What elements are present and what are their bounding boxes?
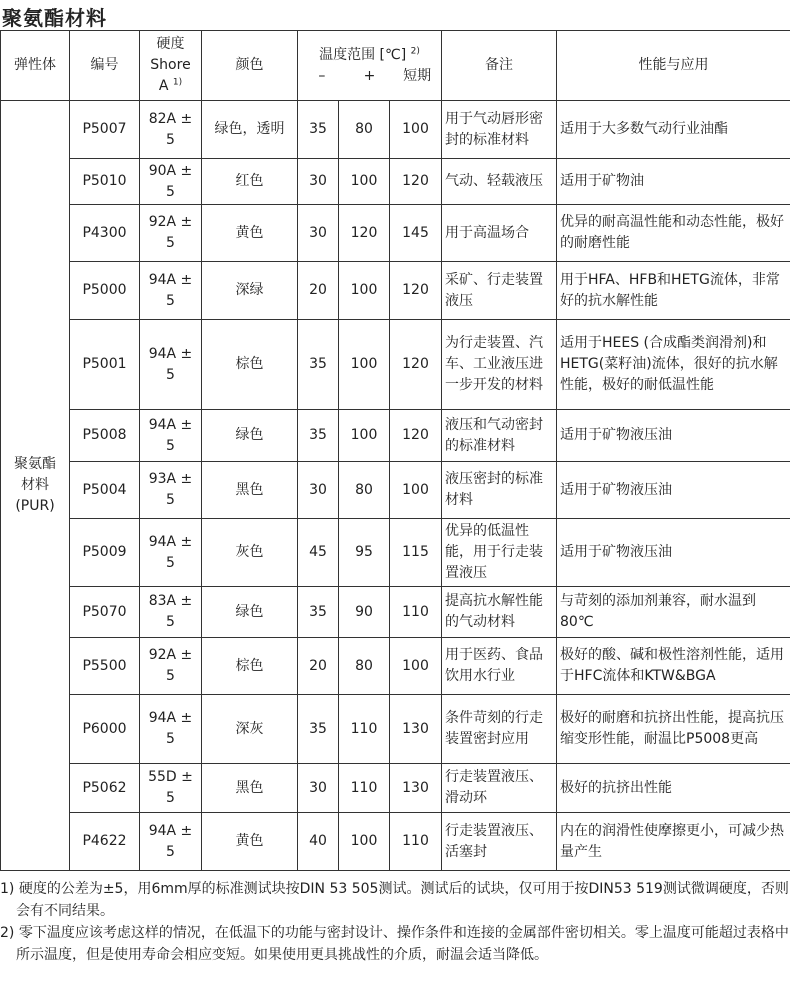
remark-cell: 液压密封的标准材料: [442, 462, 557, 519]
table-header-row: [1, 31, 790, 101]
elastomer-name-line1: 聚氨酯: [14, 456, 56, 472]
temp-short-cell: 120: [390, 262, 442, 320]
color-cell: 黑色: [202, 764, 298, 813]
temp-min-cell: 20: [298, 638, 339, 695]
temp-min-cell: 20: [298, 262, 339, 320]
header-elastomer: 弹性体: [1, 31, 70, 101]
temp-min-cell: 30: [298, 205, 339, 262]
hardness-value: 5: [166, 235, 175, 251]
table-row: [1, 262, 790, 320]
temp-min-cell: 45: [298, 519, 339, 587]
temp-min-cell: 35: [298, 695, 339, 764]
temp-short-cell: 110: [390, 813, 442, 871]
header-hardness-line3: A: [158, 78, 169, 94]
hardness-cell: [140, 587, 202, 638]
table-row: [1, 587, 790, 638]
hardness-value: 94A ±: [148, 416, 193, 433]
code-cell: P5500: [70, 638, 140, 695]
remark-cell: 气动、轻载液压: [442, 159, 557, 205]
temp-short-cell: 120: [390, 410, 442, 462]
remark-cell: 提高抗水解性能的气动材料: [442, 587, 557, 638]
header-temp-plus: +: [363, 67, 376, 84]
color-cell: 黄色: [202, 205, 298, 262]
hardness-cell: [140, 695, 202, 764]
remark-cell: 条件苛刻的行走装置密封应用: [442, 695, 557, 764]
performance-cell: 与苛刻的添加剂兼容，耐水温到80℃: [557, 587, 790, 638]
temp-min-cell: 35: [298, 320, 339, 410]
table-row: [1, 813, 790, 871]
temp-short-cell: 100: [390, 638, 442, 695]
code-cell: P4300: [70, 205, 140, 262]
header-hardness: [140, 31, 202, 101]
hardness-value: 5: [166, 614, 175, 630]
temp-short-cell: 110: [390, 587, 442, 638]
remark-cell: 用于医药、食品饮用水行业: [442, 638, 557, 695]
hardness-value: 92A ±: [148, 647, 193, 663]
header-performance: 性能与应用: [557, 31, 790, 101]
hardness-value: 5: [166, 668, 175, 684]
temp-max-cell: 80: [339, 462, 390, 519]
code-cell: P5008: [70, 410, 140, 462]
code-cell: P5001: [70, 320, 140, 410]
performance-cell: 适用于矿物液压油: [557, 519, 790, 587]
hardness-value: 94A ±: [148, 533, 193, 550]
hardness-cell: [140, 205, 202, 262]
header-temperature: [298, 31, 442, 101]
performance-cell: 极好的抗挤出性能: [557, 764, 790, 813]
header-color: 颜色: [202, 31, 298, 101]
hardness-value: 90A ±: [148, 162, 193, 179]
table-row: [1, 320, 790, 410]
temp-max-cell: 80: [339, 101, 390, 159]
performance-cell: 优异的耐高温性能和动态性能，极好的耐磨性能: [557, 205, 790, 262]
temp-max-cell: 100: [339, 159, 390, 205]
color-cell: 红色: [202, 159, 298, 205]
page-title: 聚氨酯材料: [2, 6, 107, 30]
table-row: [1, 638, 790, 695]
hardness-cell: [140, 638, 202, 695]
hardness-value: 5: [166, 554, 175, 571]
hardness-cell: [140, 320, 202, 410]
temp-max-cell: 100: [339, 320, 390, 410]
color-cell: 深灰: [202, 695, 298, 764]
table-row: [1, 519, 790, 587]
code-cell: P5010: [70, 159, 140, 205]
header-hardness-line1: 硬度: [156, 36, 185, 52]
hardness-value: 94A ±: [148, 271, 193, 288]
color-cell: 黄色: [202, 813, 298, 871]
table-row: [1, 764, 790, 813]
temp-max-cell: 100: [339, 262, 390, 320]
remark-cell: 行走装置液压、活塞封: [442, 813, 557, 871]
hardness-value: 5: [166, 790, 175, 806]
temp-short-cell: 120: [390, 320, 442, 410]
header-temp-footnote: 2): [410, 45, 420, 56]
remark-cell: 用于高温场合: [442, 205, 557, 262]
footnote-2: 2) 零下温度应该考虑这样的情况，在低温下的功能与密封设计、操作条件和连接的金属部件密切相关。零上温度可能超过表格中所示温度，但是使用寿命会相应变短。如果使用更具挑战性的介质，耐温会适当降低。: [0, 925, 789, 963]
temp-short-cell: 120: [390, 159, 442, 205]
header-hardness-line2: Shore: [150, 57, 191, 73]
temp-min-cell: 35: [298, 587, 339, 638]
temp-max-cell: 100: [339, 410, 390, 462]
code-cell: P4622: [70, 813, 140, 871]
hardness-cell: [140, 813, 202, 871]
hardness-cell: [140, 410, 202, 462]
header-hardness-footnote: 1): [172, 77, 183, 88]
temp-max-cell: 95: [339, 519, 390, 587]
performance-cell: 适用于矿物油: [557, 159, 790, 205]
color-cell: 深绿: [202, 262, 298, 320]
color-cell: 绿色: [202, 587, 298, 638]
remark-cell: 优异的低温性能，用于行走装置液压: [442, 519, 557, 587]
hardness-value: 94A ±: [148, 710, 193, 726]
material-table: [0, 30, 790, 871]
temp-short-cell: 115: [390, 519, 442, 587]
hardness-value: 94A ±: [148, 345, 193, 362]
temp-min-cell: 30: [298, 159, 339, 205]
hardness-cell: [140, 101, 202, 159]
temp-min-cell: 35: [298, 410, 339, 462]
temp-max-cell: 90: [339, 587, 390, 638]
color-cell: 绿色: [202, 410, 298, 462]
header-temp-title: 温度范围 [℃]: [319, 46, 407, 63]
remark-cell: 液压和气动密封的标准材料: [442, 410, 557, 462]
header-temp-short: 短期: [403, 67, 432, 84]
hardness-cell: [140, 764, 202, 813]
performance-cell: 适用于大多数气动行业油酯: [557, 101, 790, 159]
hardness-value: 5: [166, 131, 175, 148]
performance-cell: 极好的耐磨和抗挤出性能，提高抗压缩变形性能，耐温比P5008更高: [557, 695, 790, 764]
table-row: [1, 205, 790, 262]
temp-min-cell: 30: [298, 462, 339, 519]
header-code: 编号: [70, 31, 140, 101]
hardness-value: 5: [166, 183, 175, 200]
color-cell: 黑色: [202, 462, 298, 519]
remark-cell: 用于气动唇形密封的标准材料: [442, 101, 557, 159]
temp-min-cell: 30: [298, 764, 339, 813]
color-cell: 棕色: [202, 320, 298, 410]
elastomer-cell: [1, 101, 70, 871]
code-cell: P5009: [70, 519, 140, 587]
hardness-value: 5: [166, 437, 175, 454]
performance-cell: 用于HFA、HFB和HETG流体，非常好的抗水解性能: [557, 262, 790, 320]
table-row: [1, 462, 790, 519]
performance-cell: 适用于矿物液压油: [557, 462, 790, 519]
hardness-cell: [140, 159, 202, 205]
table-body: [1, 101, 790, 871]
temp-min-cell: 40: [298, 813, 339, 871]
temp-max-cell: 80: [339, 638, 390, 695]
hardness-value: 83A ±: [148, 593, 193, 609]
temp-short-cell: 100: [390, 101, 442, 159]
code-cell: P5062: [70, 764, 140, 813]
footnotes: [0, 878, 790, 966]
footnote-1: 1) 硬度的公差为±5，用6mm厚的标准测试块按DIN 53 505测试。测试后的试块，仅可用于按DIN53 519测试微调硬度，否则会有不同结果。: [0, 881, 789, 919]
color-cell: 绿色，透明: [202, 101, 298, 159]
remark-cell: 采矿、行走装置液压: [442, 262, 557, 320]
header-remark: 备注: [442, 31, 557, 101]
hardness-value: 94A ±: [148, 822, 193, 839]
hardness-value: 5: [166, 366, 175, 383]
header-temp-minus: –: [318, 67, 326, 84]
hardness-value: 93A ±: [148, 471, 193, 487]
performance-cell: 适用于HEES (合成酯类润滑剂)和HETG(菜籽油)流体，很好的抗水解性能，极好的耐低温性能: [557, 320, 790, 410]
elastomer-name-line3: (PUR): [15, 498, 55, 514]
performance-cell: 极好的酸、碱和极性溶剂性能，适用于HFC流体和KTW&BGA: [557, 638, 790, 695]
color-cell: 棕色: [202, 638, 298, 695]
hardness-value: 92A ±: [148, 214, 193, 230]
temp-short-cell: 100: [390, 462, 442, 519]
table-row: [1, 410, 790, 462]
hardness-value: 5: [166, 731, 175, 747]
hardness-cell: [140, 519, 202, 587]
color-cell: 灰色: [202, 519, 298, 587]
temp-short-cell: 130: [390, 764, 442, 813]
code-cell: P5007: [70, 101, 140, 159]
hardness-value: 55D ±: [148, 769, 193, 785]
code-cell: P5004: [70, 462, 140, 519]
code-cell: P6000: [70, 695, 140, 764]
temp-max-cell: 100: [339, 813, 390, 871]
temp-max-cell: 110: [339, 764, 390, 813]
temp-short-cell: 145: [390, 205, 442, 262]
code-cell: P5000: [70, 262, 140, 320]
temp-max-cell: 120: [339, 205, 390, 262]
remark-cell: 行走装置液压、滑动环: [442, 764, 557, 813]
hardness-value: 5: [166, 292, 175, 309]
elastomer-name-line2: 材料: [21, 477, 49, 493]
hardness-value: 5: [166, 843, 175, 860]
table-row: [1, 159, 790, 205]
remark-cell: 为行走装置、汽车、工业液压进一步开发的材料: [442, 320, 557, 410]
table-row: [1, 695, 790, 764]
hardness-cell: [140, 462, 202, 519]
performance-cell: 内在的润滑性使摩擦更小，可减少热量产生: [557, 813, 790, 871]
temp-max-cell: 110: [339, 695, 390, 764]
code-cell: P5070: [70, 587, 140, 638]
table-row: [1, 101, 790, 159]
hardness-cell: [140, 262, 202, 320]
hardness-value: 5: [166, 492, 175, 508]
hardness-value: 82A ±: [148, 110, 193, 127]
performance-cell: 适用于矿物液压油: [557, 410, 790, 462]
temp-min-cell: 35: [298, 101, 339, 159]
temp-short-cell: 130: [390, 695, 442, 764]
